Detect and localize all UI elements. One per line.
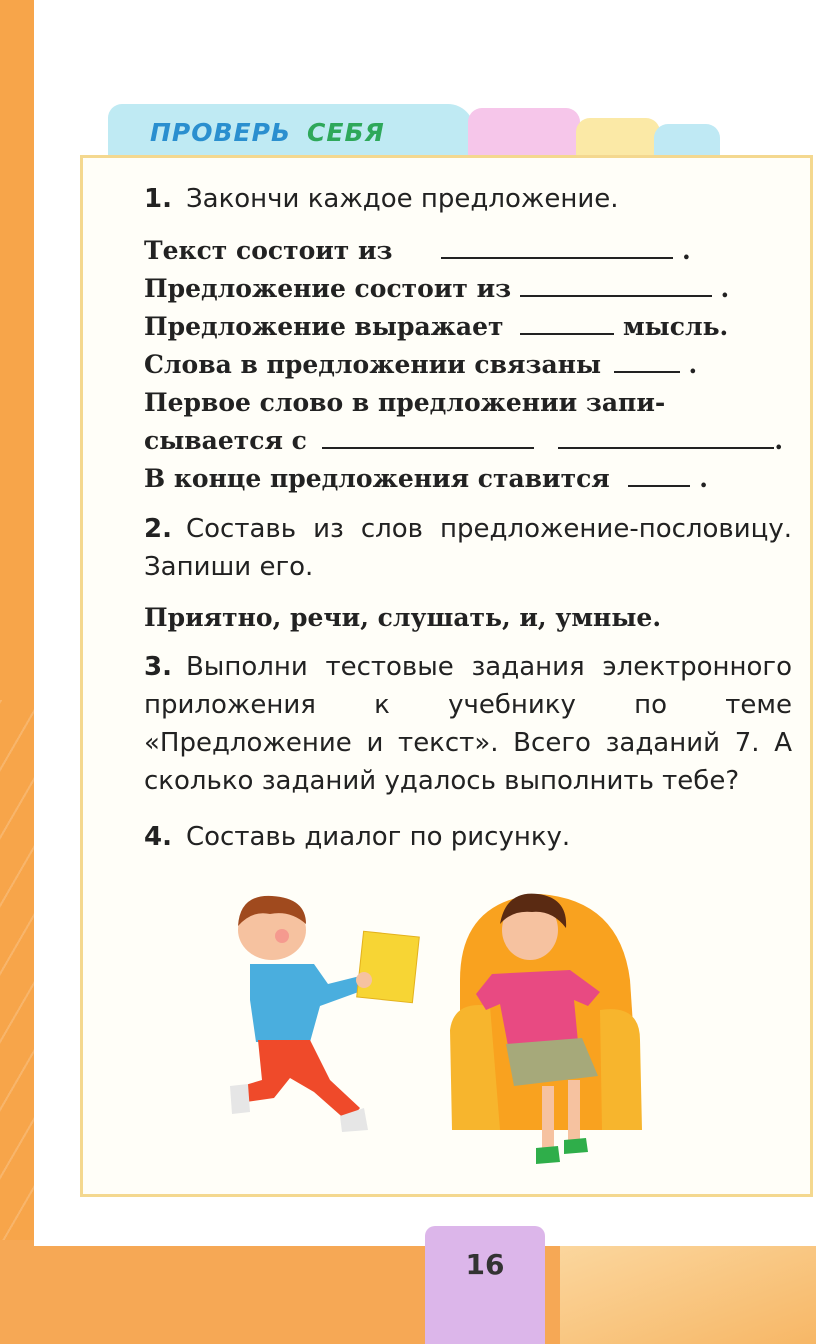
sentence-line: Предложение состоит из .	[144, 274, 730, 303]
task-number: 1.	[144, 184, 172, 214]
sentence-line: В конце предложения ставится .	[144, 464, 708, 493]
answer-blank[interactable]	[520, 311, 614, 335]
task-1	[144, 180, 792, 218]
sentence-line: Слова в предложении связаны .	[144, 350, 698, 379]
tab-yellow	[576, 118, 660, 160]
sentence-line: Текст состоит из .	[144, 236, 691, 265]
task-3	[144, 648, 792, 800]
task-number: 2.	[144, 514, 172, 544]
section-title	[150, 118, 385, 147]
answer-blank[interactable]	[614, 349, 680, 373]
sentence-line: сывается с .	[144, 426, 784, 455]
task-text: Составь из слов предложение-пословицу. Запиши его.	[144, 514, 792, 582]
answer-blank[interactable]	[441, 235, 673, 259]
task-2	[144, 510, 792, 586]
answer-blank[interactable]	[558, 425, 774, 449]
section-title-word2: СЕБЯ	[307, 118, 385, 147]
sentence-line: Первое слово в предложении запи-	[144, 388, 666, 417]
task-number: 3.	[144, 652, 172, 682]
task-text: Составь диалог по рисунку.	[185, 822, 571, 852]
task-text: Закончи каждое предложение.	[185, 184, 619, 214]
exercise-content	[144, 180, 792, 856]
section-title-word1: ПРОВЕРЬ	[150, 118, 292, 147]
boy-figure	[230, 896, 419, 1132]
answer-blank[interactable]	[520, 273, 712, 297]
task-4	[144, 818, 792, 856]
task-number: 4.	[144, 822, 172, 852]
page-background-bottom-right	[560, 1240, 816, 1344]
task-text: Выполни тестовые задания электронного приложения к учебнику по теме «Предложение и текст». Всего заданий 7. А сколько заданий удалось выполнить тебе?	[144, 652, 792, 796]
page-number: 16	[465, 1248, 505, 1281]
answer-blank[interactable]	[628, 463, 690, 487]
tab-pink	[468, 108, 580, 160]
sentence-list	[144, 232, 792, 498]
girl-in-armchair	[450, 894, 642, 1164]
page-number-tab	[425, 1226, 545, 1344]
answer-blank[interactable]	[322, 425, 534, 449]
proverb-words: Приятно, речи, слушать, и, умные.	[144, 603, 662, 632]
sentence-line: Предложение выражает мысль.	[144, 312, 729, 341]
header-tabs	[0, 0, 816, 170]
illustration-boy-and-girl	[210, 880, 680, 1180]
